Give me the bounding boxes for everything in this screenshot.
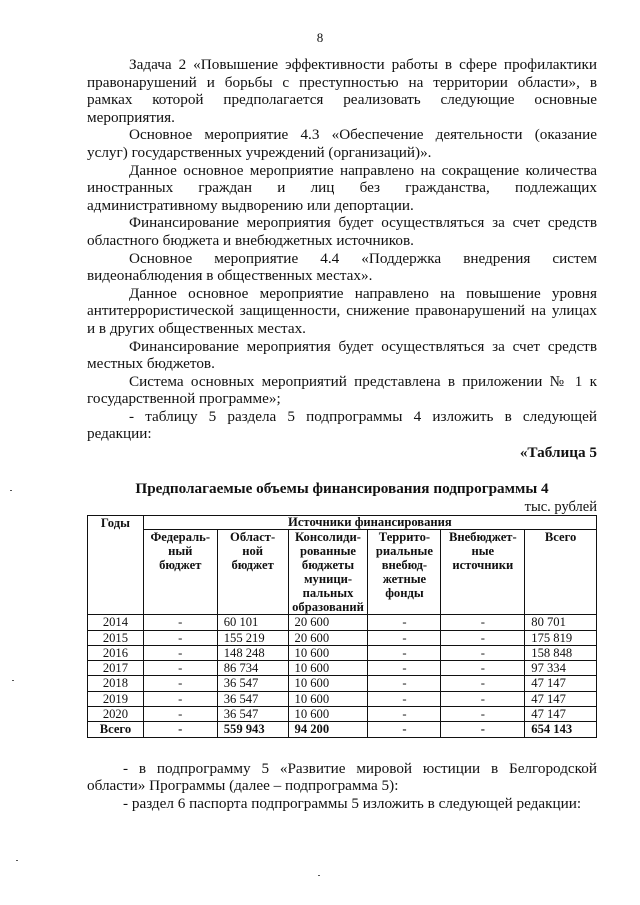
cell-federal: - — [143, 722, 217, 737]
cell-regional: 155 219 — [217, 630, 288, 645]
cell-total: 175 819 — [525, 630, 597, 645]
cell-regional: 559 943 — [217, 722, 288, 737]
cell-regional: 36 547 — [217, 676, 288, 691]
cell-year: 2019 — [88, 691, 144, 706]
cell-federal: - — [143, 615, 217, 630]
cell-territorial: - — [368, 691, 441, 706]
cell-regional: 86 734 — [217, 661, 288, 676]
cell-total: 97 334 — [525, 661, 597, 676]
header-total: Всего — [525, 530, 597, 615]
header-extrabudget: Внебюджет-ные источники — [441, 530, 525, 615]
cell-year: Всего — [88, 722, 144, 737]
paragraph-activities-system: Система основных мероприятий представлена в приложении № 1 к государственной программе»; — [87, 372, 597, 408]
header-years: Годы — [88, 516, 144, 615]
cell-municipal: 10 600 — [288, 661, 368, 676]
cell-territorial: - — [368, 630, 441, 645]
cell-extrabudget: - — [441, 676, 525, 691]
cell-extrabudget: - — [441, 661, 525, 676]
cell-total: 654 143 — [525, 722, 597, 737]
cell-municipal: 20 600 — [288, 630, 368, 645]
cell-total: 80 701 — [525, 615, 597, 630]
table-row — [88, 676, 597, 691]
cell-federal: - — [143, 676, 217, 691]
cell-municipal: 20 600 — [288, 615, 368, 630]
margin-mark — [16, 860, 18, 861]
paragraph-activity-4-4: Основное мероприятие 4.4 «Поддержка внедрения систем видеонаблюдения в общественных местах». — [87, 249, 597, 285]
cell-territorial: - — [368, 722, 441, 737]
cell-federal: - — [143, 707, 217, 722]
table-label: «Таблица 5 — [519, 444, 597, 462]
cell-municipal: 94 200 — [288, 722, 368, 737]
cell-extrabudget: - — [441, 645, 525, 660]
after-table-text — [87, 760, 597, 813]
cell-extrabudget: - — [441, 615, 525, 630]
cell-extrabudget: - — [441, 722, 525, 737]
margin-mark — [318, 875, 320, 876]
cell-municipal: 10 600 — [288, 645, 368, 660]
cell-municipal: 10 600 — [288, 691, 368, 706]
paragraph-task-2: Задача 2 «Повышение эффективности работы в сфере профилактики правонарушений и борьбы с преступностью на территории области», в рамках которой предполагается реализовать следующие основные мероприятия. — [87, 56, 597, 126]
table-total-row — [88, 722, 597, 737]
cell-territorial: - — [368, 707, 441, 722]
paragraph-activity-4-4-purpose: Данное основное мероприятие направлено на повышение уровня антитеррористической защищенности, снижение правонарушений на улицах и в других общественных местах. — [87, 284, 597, 337]
cell-year: 2018 — [88, 676, 144, 691]
cell-year: 2015 — [88, 630, 144, 645]
financing-table — [87, 515, 597, 737]
header-federal: Федераль-ный бюджет — [143, 530, 217, 615]
cell-federal: - — [143, 630, 217, 645]
paragraph-section-6: - раздел 6 паспорта подпрограммы 5 изложить в следующей редакции: — [123, 794, 582, 812]
table-row — [88, 630, 597, 645]
margin-mark — [10, 490, 12, 491]
header-municipal: Консолиди-рованные бюджеты муници-пальных образований — [288, 530, 368, 615]
paragraph-subprogram-5: - в подпрограмму 5 «Развитие мировой юстиции в Белгородской области» Программы (далее – подпрограмма 5): — [87, 759, 597, 795]
paragraph-activity-4-3-funding: Финансирование мероприятия будет осуществляться за счет средств областного бюджета и внебюджетных источников. — [87, 214, 597, 249]
cell-year: 2017 — [88, 661, 144, 676]
cell-regional: 36 547 — [217, 707, 288, 722]
paragraph-activity-4-3-purpose: Данное основное мероприятие направлено на сокращение количества иностранных граждан и лиц без гражданства, подлежащих административному выдворению или депортации. — [87, 161, 597, 214]
paragraph-activity-4-3: Основное мероприятие 4.3 «Обеспечение деятельности (оказание услуг) государственных учреждений (организаций)». — [87, 126, 597, 161]
document-body — [87, 56, 597, 812]
cell-total: 47 147 — [525, 707, 597, 722]
header-territorial: Террито-риальные внебюд-жетные фонды — [368, 530, 441, 615]
cell-regional: 60 101 — [217, 615, 288, 630]
cell-federal: - — [143, 645, 217, 660]
cell-territorial: - — [368, 645, 441, 660]
table-title: Предполагаемые объемы финансирования подпрограммы 4 — [135, 479, 549, 497]
cell-federal: - — [143, 661, 217, 676]
cell-total: 47 147 — [525, 691, 597, 706]
table-row — [88, 691, 597, 706]
margin-mark — [12, 680, 14, 681]
cell-territorial: - — [368, 676, 441, 691]
cell-total: 158 848 — [525, 645, 597, 660]
paragraph-activity-4-4-funding: Финансирование мероприятия будет осуществляться за счет средств местных бюджетов. — [87, 337, 597, 373]
cell-year: 2016 — [88, 645, 144, 660]
table-row — [88, 645, 597, 660]
cell-territorial: - — [368, 615, 441, 630]
cell-regional: 148 248 — [217, 645, 288, 660]
table-units: тыс. рублей — [524, 499, 597, 516]
cell-municipal: 10 600 — [288, 676, 368, 691]
table-row — [88, 661, 597, 676]
cell-municipal: 10 600 — [288, 707, 368, 722]
cell-total: 47 147 — [525, 676, 597, 691]
cell-year: 2014 — [88, 615, 144, 630]
cell-territorial: - — [368, 661, 441, 676]
cell-regional: 36 547 — [217, 691, 288, 706]
cell-extrabudget: - — [441, 707, 525, 722]
table-row — [88, 707, 597, 722]
cell-year: 2020 — [88, 707, 144, 722]
page-number: 8 — [316, 30, 324, 45]
cell-extrabudget: - — [441, 691, 525, 706]
header-regional: Област-ной бюджет — [217, 530, 288, 615]
table-row — [88, 615, 597, 630]
header-sources: Источники финансирования — [143, 516, 596, 530]
cell-extrabudget: - — [441, 630, 525, 645]
cell-federal: - — [143, 691, 217, 706]
paragraph-table-5-instruction: - таблицу 5 раздела 5 подпрограммы 4 изложить в следующей редакции: — [87, 407, 597, 443]
